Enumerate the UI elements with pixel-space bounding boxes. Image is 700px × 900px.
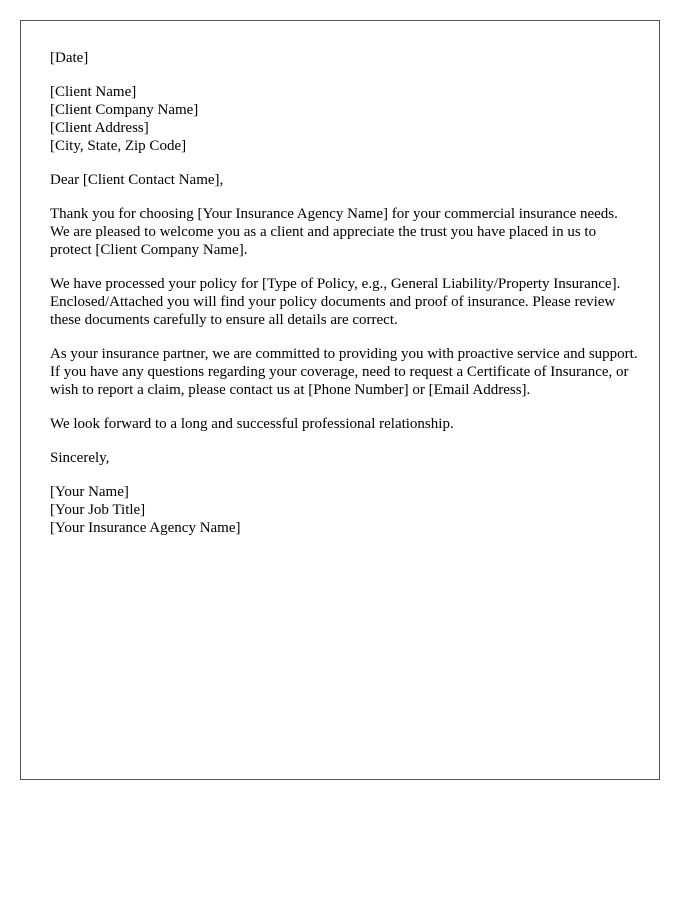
letter-date: [Date] bbox=[50, 50, 89, 66]
signature-block bbox=[50, 483, 640, 537]
salutation: Dear [Client Contact Name], bbox=[50, 172, 224, 188]
paragraph-policy: We have processed your policy for [Type of Policy, e.g., General Liability/Property Insurance]. Enclosed/Attached you will find your policy documents and proof of insurance. Please review these documents carefully to ensure all details are correct. bbox=[50, 276, 621, 328]
signer-agency: [Your Insurance Agency Name] bbox=[50, 520, 241, 536]
recipient-name: [Client Name] bbox=[50, 84, 137, 100]
salutation-block bbox=[50, 171, 640, 189]
letter-body bbox=[50, 49, 640, 553]
recipient-company: [Client Company Name] bbox=[50, 102, 199, 118]
date-block bbox=[50, 49, 640, 67]
paragraph-closing-remark: We look forward to a long and successful professional relationship. bbox=[50, 416, 454, 432]
signer-name: [Your Name] bbox=[50, 484, 129, 500]
recipient-city-state-zip: [City, State, Zip Code] bbox=[50, 138, 187, 154]
recipient-address-block bbox=[50, 83, 640, 155]
paragraph-support: As your insurance partner, we are committed to providing you with proactive service and support. If you have any questions regarding your coverage, need to request a Certificate of Insurance, or wish to report a claim, please contact us at [Phone Number] or [Email Address]. bbox=[50, 346, 638, 398]
letter-page bbox=[20, 20, 660, 780]
closing-block bbox=[50, 449, 640, 467]
closing: Sincerely, bbox=[50, 450, 110, 466]
signer-job-title: [Your Job Title] bbox=[50, 502, 146, 518]
paragraph-welcome: Thank you for choosing [Your Insurance Agency Name] for your commercial insurance needs. We are pleased to welcome you as a client and appreciate the trust you have placed in us to protect [Client Company Name]. bbox=[50, 206, 618, 258]
recipient-address: [Client Address] bbox=[50, 120, 149, 136]
